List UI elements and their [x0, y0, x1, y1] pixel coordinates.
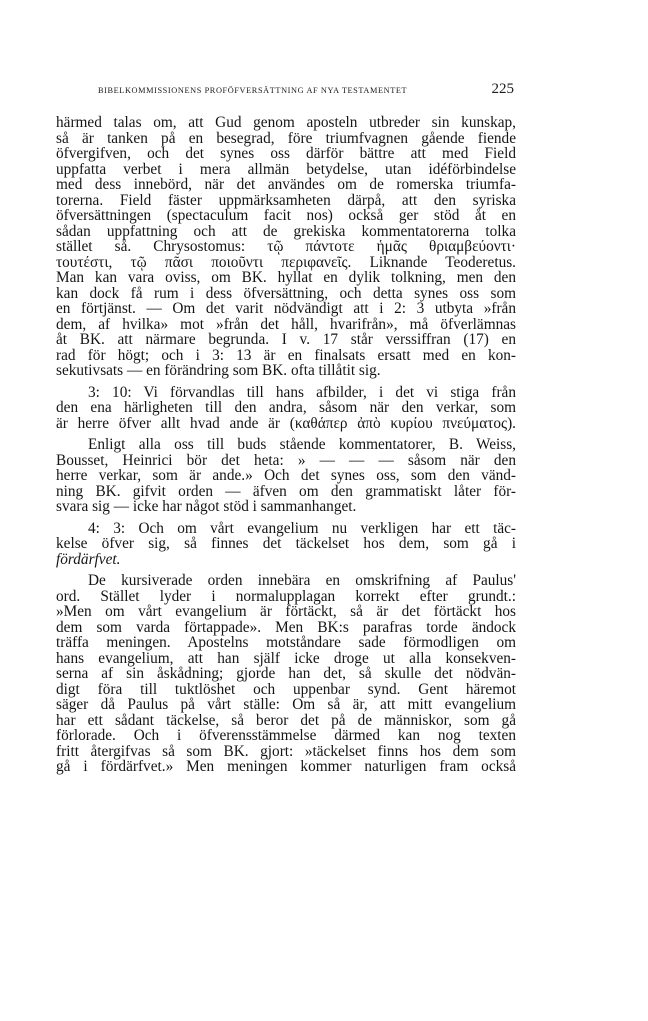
text-line: så är tanken på en besegrad, före triumfvagnen gående fiende: [56, 129, 516, 147]
paragraph-3: [56, 437, 516, 515]
text-line: härmed talas om, att Gud genom aposteln utbreder sin kunskap,: [56, 114, 516, 131]
text-line: 3: 10: Vi förvandlas till hans afbilder, i det vi stiga från: [88, 383, 516, 401]
text-line: åt BK. att närmare begrunda. I v. 17 står verssiffran (17) en: [56, 331, 516, 348]
text-line: torerna. Field fäster uppmärksamheten därpå, att den syriska: [56, 191, 516, 209]
text-line: träffa meningen. Apostelns motståndare sade förmodligen om: [56, 634, 516, 651]
text-line: kan dock få rum i dess öfversättning, och detta synes oss som: [56, 284, 516, 302]
text-line: dem som varda förtappade». Men BK:s parafras torde ändock: [56, 618, 516, 636]
text-line: Man kan vara oviss, om BK. hyllat en dylik tolkning, men den: [56, 269, 516, 286]
text-line: uppfatta verbet i mera allmän betydelse, utan idéförbindelse: [56, 160, 516, 178]
text-line: ord. Stället lyder i normalupplagan korrekt efter grundt.:: [56, 587, 516, 605]
text-line: 4: 3: Och om vårt evangelium nu verkligen har ett täc-: [88, 519, 516, 537]
page-number: 225: [491, 81, 514, 97]
text-line: öfversättningen (spectaculum facit nos) också ger stöd åt en: [56, 207, 516, 224]
paragraph-4: [56, 521, 516, 568]
text-line: Bousset, Heinrici bör det heta: » — — — såsom när den: [56, 451, 516, 469]
text-line: förlorade. Och i öfverensstämmelse därmed kan nog texten: [56, 727, 516, 744]
text-line: är herre öfver allt hvad ande är (καθάπερ ἀπὸ κυρίου πνεύματος).: [56, 414, 516, 432]
running-head-title: BIBELKOMMISSIONENS PROFÖFVERSÄTTNING AF NYA TESTAMENTET: [98, 86, 408, 95]
text-line: sekutivsats — en förändring som BK. ofta tillåtit sig.: [56, 362, 381, 379]
text-line: svara sig — icke har något stöd i sammanhanget.: [56, 498, 357, 515]
text-line: en förtjänst. — Om det varit nödvändigt att i 2: 3 utbyta »från: [56, 300, 516, 317]
text-line: De kursiverade orden innebära en omskrifning af Paulus': [88, 572, 516, 589]
text-line: kelse öfver sig, så finnes det täckelset hos dem, som gå i: [56, 535, 516, 552]
text-line: fördärfvet.: [56, 550, 121, 568]
text-line: rad för högt; och i 3: 13 är en finalsats ersatt med en kon-: [56, 346, 516, 364]
body-text: [56, 115, 516, 781]
text-line: herre verkar, som är ande.» Och det synes oss, som den vänd-: [56, 467, 516, 484]
text-line: Enligt alla oss till buds stående kommentatorer, B. Weiss,: [88, 436, 516, 453]
text-line: digt föra till tuktlöshet och uppenbar synd. Gent häremot: [56, 680, 516, 698]
text-line: gå i fördärfvet.» Men meningen kommer naturligen fram också: [56, 758, 516, 775]
running-head: [72, 82, 514, 100]
text-line: fritt återgifvas så som BK. gjort: »täckelset finns hos dem som: [56, 742, 516, 760]
text-line: τουτέστι, τῷ πᾶσι ποιοῦντι περιφανεῖς. Liknande Teoderetus.: [56, 253, 516, 271]
text-line: med dess innebörd, när det användes om de romerska triumfa-: [56, 176, 516, 193]
text-line: den ena härligheten till den andra, såsom när den verkar, som: [56, 399, 516, 416]
text-line: stället så. Chrysostomus: τῷ πάντοτε ἡμᾶς θριαμβεύοντι·: [56, 238, 516, 255]
text-line: dem, af hvilka» mot »från det håll, hvarifrån», må öfverlämnas: [56, 315, 516, 333]
text-line: »Men om vårt evangelium är förtäckt, så är det förtäckt hos: [56, 603, 516, 620]
paragraph-5: [56, 573, 516, 775]
text-line: sådan uppfattning och att de grekiska kommentatorerna tolka: [56, 222, 516, 240]
text-line: ning BK. gifvit orden — äfven om den grammatiskt låter för-: [56, 482, 516, 500]
text-line: serna af sin åskådning; gjorde han det, så skulle det nödvän-: [56, 665, 516, 682]
text-line: säger då Paulus på vårt ställe: Om så är, att mitt evangelium: [56, 696, 516, 713]
paragraph-1: [56, 115, 516, 379]
text-line: hans evangelium, att han själf icke droge ut alla konsekven-: [56, 649, 516, 667]
text-line: har ett sådant täckelse, så beror det på de människor, som gå: [56, 711, 516, 729]
paragraph-2: [56, 385, 516, 432]
text-line: öfvergifven, och det synes oss därför bättre att med Field: [56, 145, 516, 162]
